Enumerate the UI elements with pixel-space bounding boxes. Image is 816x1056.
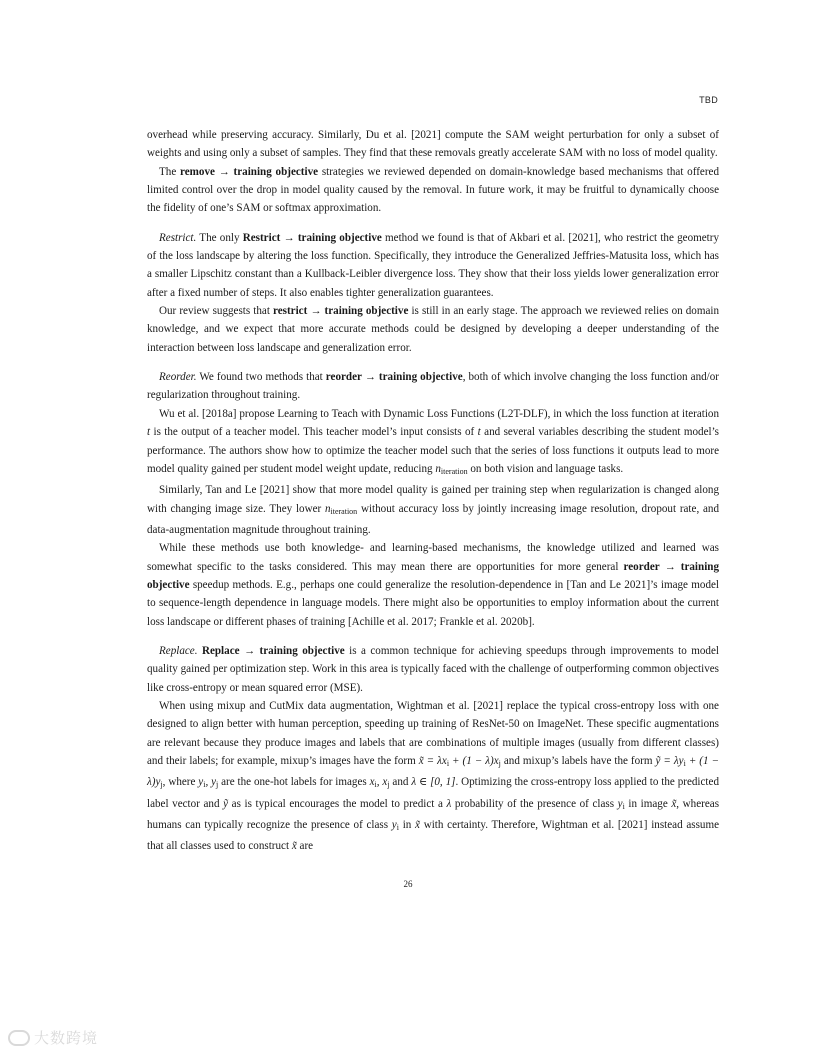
p10-l: with certainty. Therefore, Wightman et al. [2021] instead assume that all classes used to construct [147, 819, 720, 853]
math-n: n [435, 462, 441, 475]
math-subscript: j [387, 780, 390, 790]
p10-i: in image [624, 797, 672, 810]
paragraph-replace [147, 642, 719, 697]
paragraph-reorder [147, 368, 719, 405]
math: λ ∈ [0, 1] [411, 776, 456, 789]
runin-restrict: Restrict. [159, 231, 197, 244]
p3-post: method we found is that of Akbari et al. [2021], who restrict the geometry of the loss landscape by altering the loss function. Specifically, they introduce the Generalized Jeffries-Matusita loss, which has a smaller Lipschitz constant than a Kullback-Leibler divergence loss. They show that their loss yields lower generalization error after a fixed number of steps. It also enables tighter generalization guarantees. [147, 231, 719, 299]
math-subscript: i [683, 759, 686, 768]
runin-replace: Replace. [159, 644, 198, 657]
paragraph-8 [147, 539, 719, 631]
math: y [198, 776, 204, 789]
math-subscript: i [622, 801, 625, 811]
paragraph-2 [147, 163, 719, 218]
paragraph-1: overhead while preserving accuracy. Similarly, Du et al. [2021] compute the SAM weight perturbation for only a subset of weights and using only a subset of samples. They find that these removals greatly accelerate SAM with no loss of model quality. [147, 129, 719, 160]
p9-term: Replace → training objective [201, 644, 345, 657]
p10-h: probability of the presence of class [451, 797, 618, 810]
p6-a: Wu et al. [2018a] propose Learning to Teach with Dynamic Loss Functions (L2T-DLF), in which the loss function at iteration [159, 407, 719, 420]
p10-g: as is typical encourages the model to predict a [228, 797, 447, 810]
p4-post: is still in an early stage. The approach we reviewed relies on domain knowledge, and we expect that more accurate methods could be designed by developing a deeper understanding of the interaction between loss landscape and generalization error. [147, 305, 720, 354]
p2-term: remove → training objective [180, 165, 319, 178]
p2-pre: The [159, 165, 181, 178]
p4-pre: Our review suggests that [159, 305, 274, 318]
math: ỹ [223, 797, 229, 810]
math: , x [376, 776, 388, 789]
p7-b: without accuracy loss by jointly increasing image resolution, dropout rate, and data-augmentation magnitude throughout training. [147, 502, 719, 536]
p10-d: are the one-hot labels for images [218, 776, 370, 789]
p10-m: are [296, 840, 314, 853]
p5-pre: We found two methods that [196, 371, 326, 384]
math-subscript: i [446, 759, 450, 768]
math-subscript: i [396, 823, 399, 833]
math-t: t [147, 426, 151, 439]
p8-term: reorder → training objective [147, 560, 719, 591]
math-subscript: j [498, 759, 501, 768]
p4-term: restrict → training objective [273, 305, 409, 318]
p10-c: , where [162, 776, 199, 789]
paragraph-6 [147, 405, 719, 481]
paragraph-10 [147, 697, 719, 856]
math: , y [205, 776, 217, 789]
math-subscript: iteration [330, 506, 358, 516]
math: y [391, 819, 397, 832]
math: ỹ = λy [655, 755, 684, 767]
math-subscript: j [216, 780, 219, 790]
math: x [369, 776, 375, 789]
math-n: n [324, 502, 331, 515]
math: + (1 − λ)x [449, 755, 499, 767]
p9-post: is a common technique for achieving speedups through improvements to model quality gained per optimization step. Work in this area is typically faced with the challenge of outperforming common objectives like cross-entropy or mean squared error (MSE). [147, 644, 719, 694]
paragraph-7 [147, 481, 719, 539]
page-number: 26 [403, 879, 413, 889]
p10-k: in [398, 819, 416, 832]
p10-e: and [389, 776, 412, 789]
math: x̃ = λx [418, 755, 447, 767]
math: y [617, 797, 623, 810]
runin-reorder: Reorder. [159, 371, 197, 384]
p10-a: When using mixup and CutMix data augmentation, Wightman et al. [2021] replace the typical cross-entropy loss with one designed to align better with human perception, speeding up training of ResNet-50 on ImageNet. These specific augmentations are relevant because they produce images and labels that are combinations of multiple images (usually from different classes) and their labels; for example, mixup’s images have the form [147, 699, 719, 767]
watermark [8, 1027, 98, 1048]
math: x̃ [671, 797, 677, 810]
body-text [147, 126, 719, 856]
p10-j: , whereas humans can typically recognize the presence of class [147, 797, 720, 832]
p3-pre: The only [196, 231, 243, 244]
math-subscript: j [160, 780, 163, 790]
p6-b: is the output of a teacher model. This teacher model’s input consists of [150, 426, 478, 439]
p10-f: . Optimizing the cross-entropy loss applied to the predicted label vector and [147, 776, 719, 810]
math-subscript: i [203, 780, 206, 790]
p8-b: speedup methods. E.g., perhaps one could generalize the resolution-dependence in [Tan and Le 2021]’s image model to sequence-length dependence in language models. There might also be opportunities to employ information about the current loss landscape or different phases of training [Achille et al. 2017; Frankle et al. 2020b]. [147, 578, 719, 628]
paragraph-4 [147, 302, 719, 357]
math: λ [446, 797, 452, 810]
p7-a: Similarly, Tan and Le [2021] show that more model quality is gained per training step when regularization is changed along with changing image size. They lower [147, 484, 719, 515]
math-subscript: iteration [440, 466, 468, 476]
p3-term: Restrict → training objective [242, 231, 382, 244]
running-head: TBD [699, 95, 718, 105]
math: x̃ [415, 819, 420, 832]
p6-d: on both vision and language tasks. [467, 462, 624, 475]
math-t: t [477, 426, 481, 439]
p10-b: and mixup’s labels have the form [500, 755, 656, 767]
p5-term: reorder → training objective [325, 371, 463, 384]
p8-a: While these methods use both knowledge- and learning-based mechanisms, the knowledge utilized and learned was somewhat specific to the tasks considered. This may mean there are opportunities for more general [147, 542, 719, 573]
p2-post: strategies we reviewed depended on domain-knowledge based mechanisms that offered limited control over the drop in model quality caused by the removal. In future work, it may be fruitful to dynamically choose the fidelity of one’s SAM or softmax approximation. [147, 165, 719, 215]
math: x̃ [291, 840, 297, 853]
math: + (1 − λ)y [147, 755, 720, 789]
watermark-text: 大数跨境 [34, 1029, 99, 1047]
watermark-logo-icon [8, 1030, 30, 1046]
p6-c: and several variables describing the student model’s performance. The authors show how to optimize the teacher model such that the series of loss functions it outputs lead to more model quality gained per student model weight update, reducing [147, 426, 719, 475]
math-subscript: i [374, 780, 377, 790]
paragraph-restrict [147, 229, 719, 302]
p5-post: , both of which involve changing the loss function and/or regularization throughout training. [147, 371, 719, 402]
